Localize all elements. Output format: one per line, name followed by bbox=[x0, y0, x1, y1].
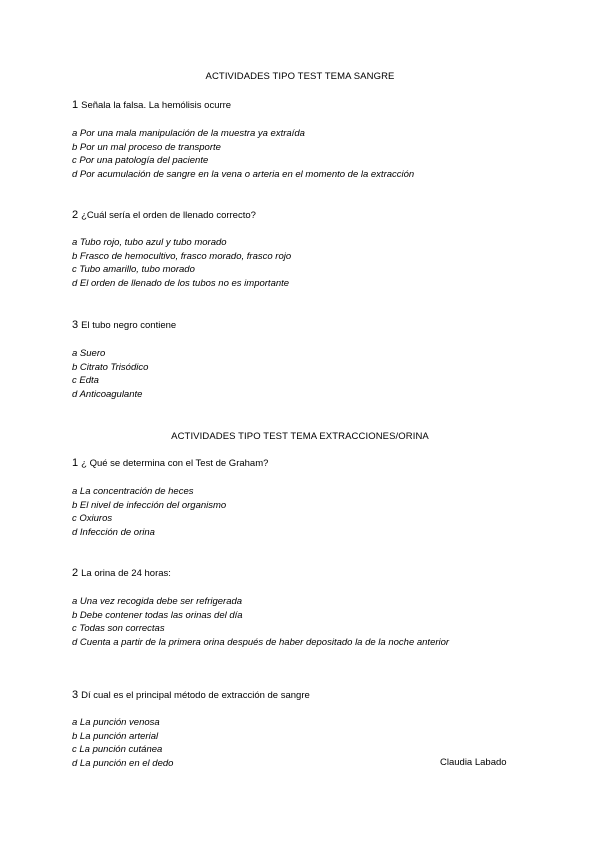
section-title-extracciones: ACTIVIDADES TIPO TEST TEMA EXTRACCIONES/ORINA bbox=[171, 431, 429, 442]
option-c: c La punción cutánea bbox=[72, 744, 163, 756]
option-a: a Suero bbox=[72, 348, 106, 359]
option-d: d El orden de llenado de los tubos no es importante bbox=[72, 277, 290, 289]
option-a: a La concentración de heces bbox=[72, 486, 194, 497]
option-c: c Oxiuros bbox=[72, 513, 113, 525]
options-extracciones-2 bbox=[72, 595, 449, 649]
options-extracciones-3 bbox=[72, 716, 173, 770]
options-extracciones-1 bbox=[72, 485, 226, 539]
question-sangre-2 bbox=[72, 209, 256, 221]
options-sangre-3 bbox=[72, 347, 148, 401]
question-sangre-1 bbox=[72, 99, 231, 111]
question-extracciones-2 bbox=[72, 567, 171, 579]
question-extracciones-1 bbox=[72, 457, 268, 469]
option-d: d Infección de orina bbox=[72, 526, 155, 538]
question-text: El tubo negro contiene bbox=[81, 320, 177, 331]
option-b: b El nivel de infección del organismo bbox=[72, 499, 227, 511]
author-name: Claudia Labado bbox=[440, 757, 507, 768]
question-text: ¿Cuál sería el orden de llenado correcto? bbox=[81, 210, 256, 221]
question-number: 1 bbox=[72, 457, 79, 469]
question-text: Señala la falsa. La hemólisis ocurre bbox=[81, 100, 232, 111]
option-b: b Citrato Trisódico bbox=[72, 361, 149, 373]
question-text: ¿ Qué se determina con el Test de Graham? bbox=[81, 458, 269, 469]
question-number: 3 bbox=[72, 319, 79, 331]
option-a: a Una vez recogida debe ser refrigerada bbox=[72, 596, 243, 607]
question-text: La orina de 24 horas: bbox=[81, 568, 171, 579]
option-b: b Por un mal proceso de transporte bbox=[72, 141, 221, 153]
options-sangre-2 bbox=[72, 236, 291, 290]
option-d: d La punción en el dedo bbox=[72, 757, 174, 769]
option-b: b Frasco de hemocultivo, frasco morado, frasco rojo bbox=[72, 250, 292, 262]
question-sangre-3 bbox=[72, 319, 176, 331]
option-c: c Por una patología del paciente bbox=[72, 155, 209, 167]
option-d: d Cuenta a partir de la primera orina después de haber depositado la de la noche anterior bbox=[72, 636, 450, 648]
question-extracciones-3 bbox=[72, 689, 310, 701]
question-number: 1 bbox=[72, 99, 79, 111]
question-number: 2 bbox=[72, 567, 79, 579]
option-c: c Tubo amarillo, tubo morado bbox=[72, 264, 195, 276]
option-a: a Tubo rojo, tubo azul y tubo morado bbox=[72, 237, 227, 248]
options-sangre-1 bbox=[72, 127, 414, 181]
option-b: b Debe contener todas las orinas del día bbox=[72, 609, 243, 621]
option-b: b La punción arterial bbox=[72, 730, 159, 742]
option-c: c Edta bbox=[72, 375, 99, 387]
option-d: d Anticoagulante bbox=[72, 388, 143, 400]
option-a: a La punción venosa bbox=[72, 717, 160, 728]
option-c: c Todas son correctas bbox=[72, 623, 165, 635]
option-a: a Por una mala manipulación de la muestra ya extraída bbox=[72, 128, 305, 139]
question-text: Dí cual es el principal método de extracción de sangre bbox=[81, 690, 310, 701]
section-title-sangre: ACTIVIDADES TIPO TEST TEMA SANGRE bbox=[205, 71, 395, 82]
question-number: 3 bbox=[72, 689, 79, 701]
option-d: d Por acumulación de sangre en la vena o arteria en el momento de la extracción bbox=[72, 168, 415, 180]
question-number: 2 bbox=[72, 209, 79, 221]
